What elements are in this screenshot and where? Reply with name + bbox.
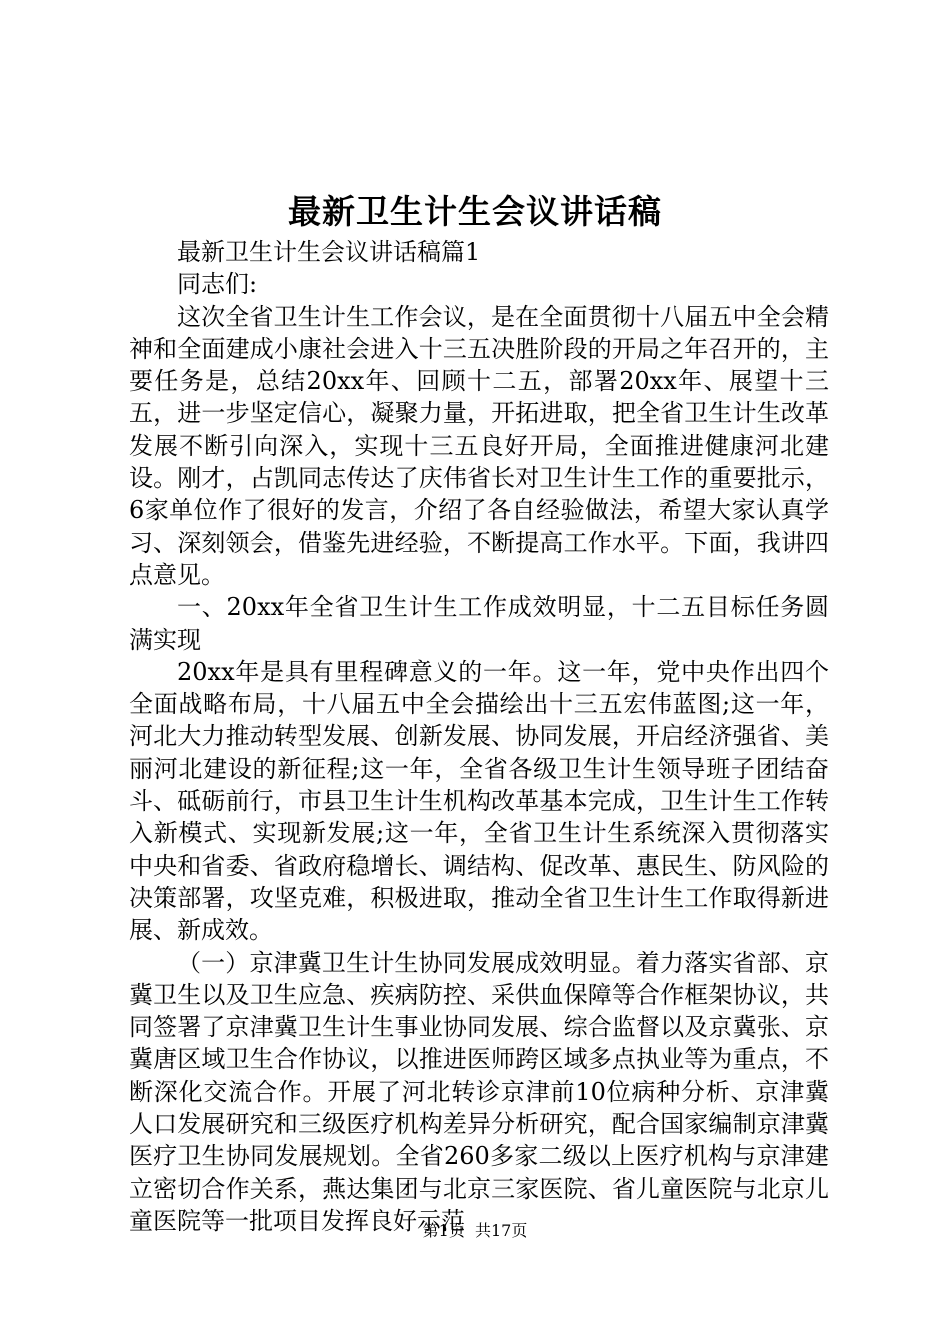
paragraph-intro: 这次全省卫生计生工作会议，是在全面贯彻十八届五中全会精神和全面建成小康社会进入十三五决胜阶段的开局之年召开的，主要任务是，总结20xx年、回顾十二五，部署20xx年、展望十三五，进一步坚定信心，凝聚力量，开拓进取，把全省卫生计生改革发展不断引向深入，实现十三五良好开局，全面推进健康河北建设。刚才，占凯同志传达了庆伟省长对卫生计生工作的重要批示，6家单位作了很好的发言，介绍了各自经验做法，希望大家认真学习、深刻领会，借鉴先进经验，不断提高工作水平。下面，我讲四点意见。 [129, 302, 829, 589]
document-body [129, 236, 829, 1237]
section-heading-1: 一、20xx年全省卫生计生工作成效明显，十二五目标任务圆满实现 [129, 593, 829, 654]
document-title: 最新卫生计生会议讲话稿 [288, 192, 662, 231]
paragraph-subtitle: 最新卫生计生会议讲话稿篇1 [177, 238, 481, 266]
page-footer [0, 1218, 950, 1241]
paragraph-2015-summary: 20xx年是具有里程碑意义的一年。这一年，党中央作出四个全面战略布局，十八届五中全会描绘出十三五宏伟蓝图;这一年，河北大力推动转型发展、创新发展、协同发展，开启经济强省、美丽河北建设的新征程;这一年，全省各级卫生计生领导班子团结奋斗、砥砺前行，市县卫生计生机构改革基本完成，卫生计生工作转入新模式、实现新发展;这一年，全省卫生计生系统深入贯彻落实中央和省委、省政府稳增长、调结构、促改革、惠民生、防风险的决策部署，攻坚克难，积极进取，推动全省卫生计生工作取得新进展、新成效。 [129, 657, 829, 945]
paragraph-jingjinji: （一）京津冀卫生计生协同发展成效明显。着力落实省部、京冀卫生以及卫生应急、疾病防控、采供血保障等合作框架协议，共同签署了京津冀卫生计生事业协同发展、综合监督以及京冀张、京冀唐区域卫生合作协议，以推进医师跨区域多点执业等为重点，不断深化交流合作。开展了河北转诊京津前10位病种分析、京津冀人口发展研究和三级医疗机构差异分析研究，配合国家编制京津冀医疗卫生协同发展规划。全省260多家二级以上医疗机构与京津建立密切合作关系，燕达集团与北京三家医院、省儿童医院与北京儿童医院等一批项目发挥良好示范 [129, 948, 829, 1235]
paragraph-salutation: 同志们: [177, 270, 258, 299]
page-number: 第1页 共17页 [422, 1221, 528, 1240]
